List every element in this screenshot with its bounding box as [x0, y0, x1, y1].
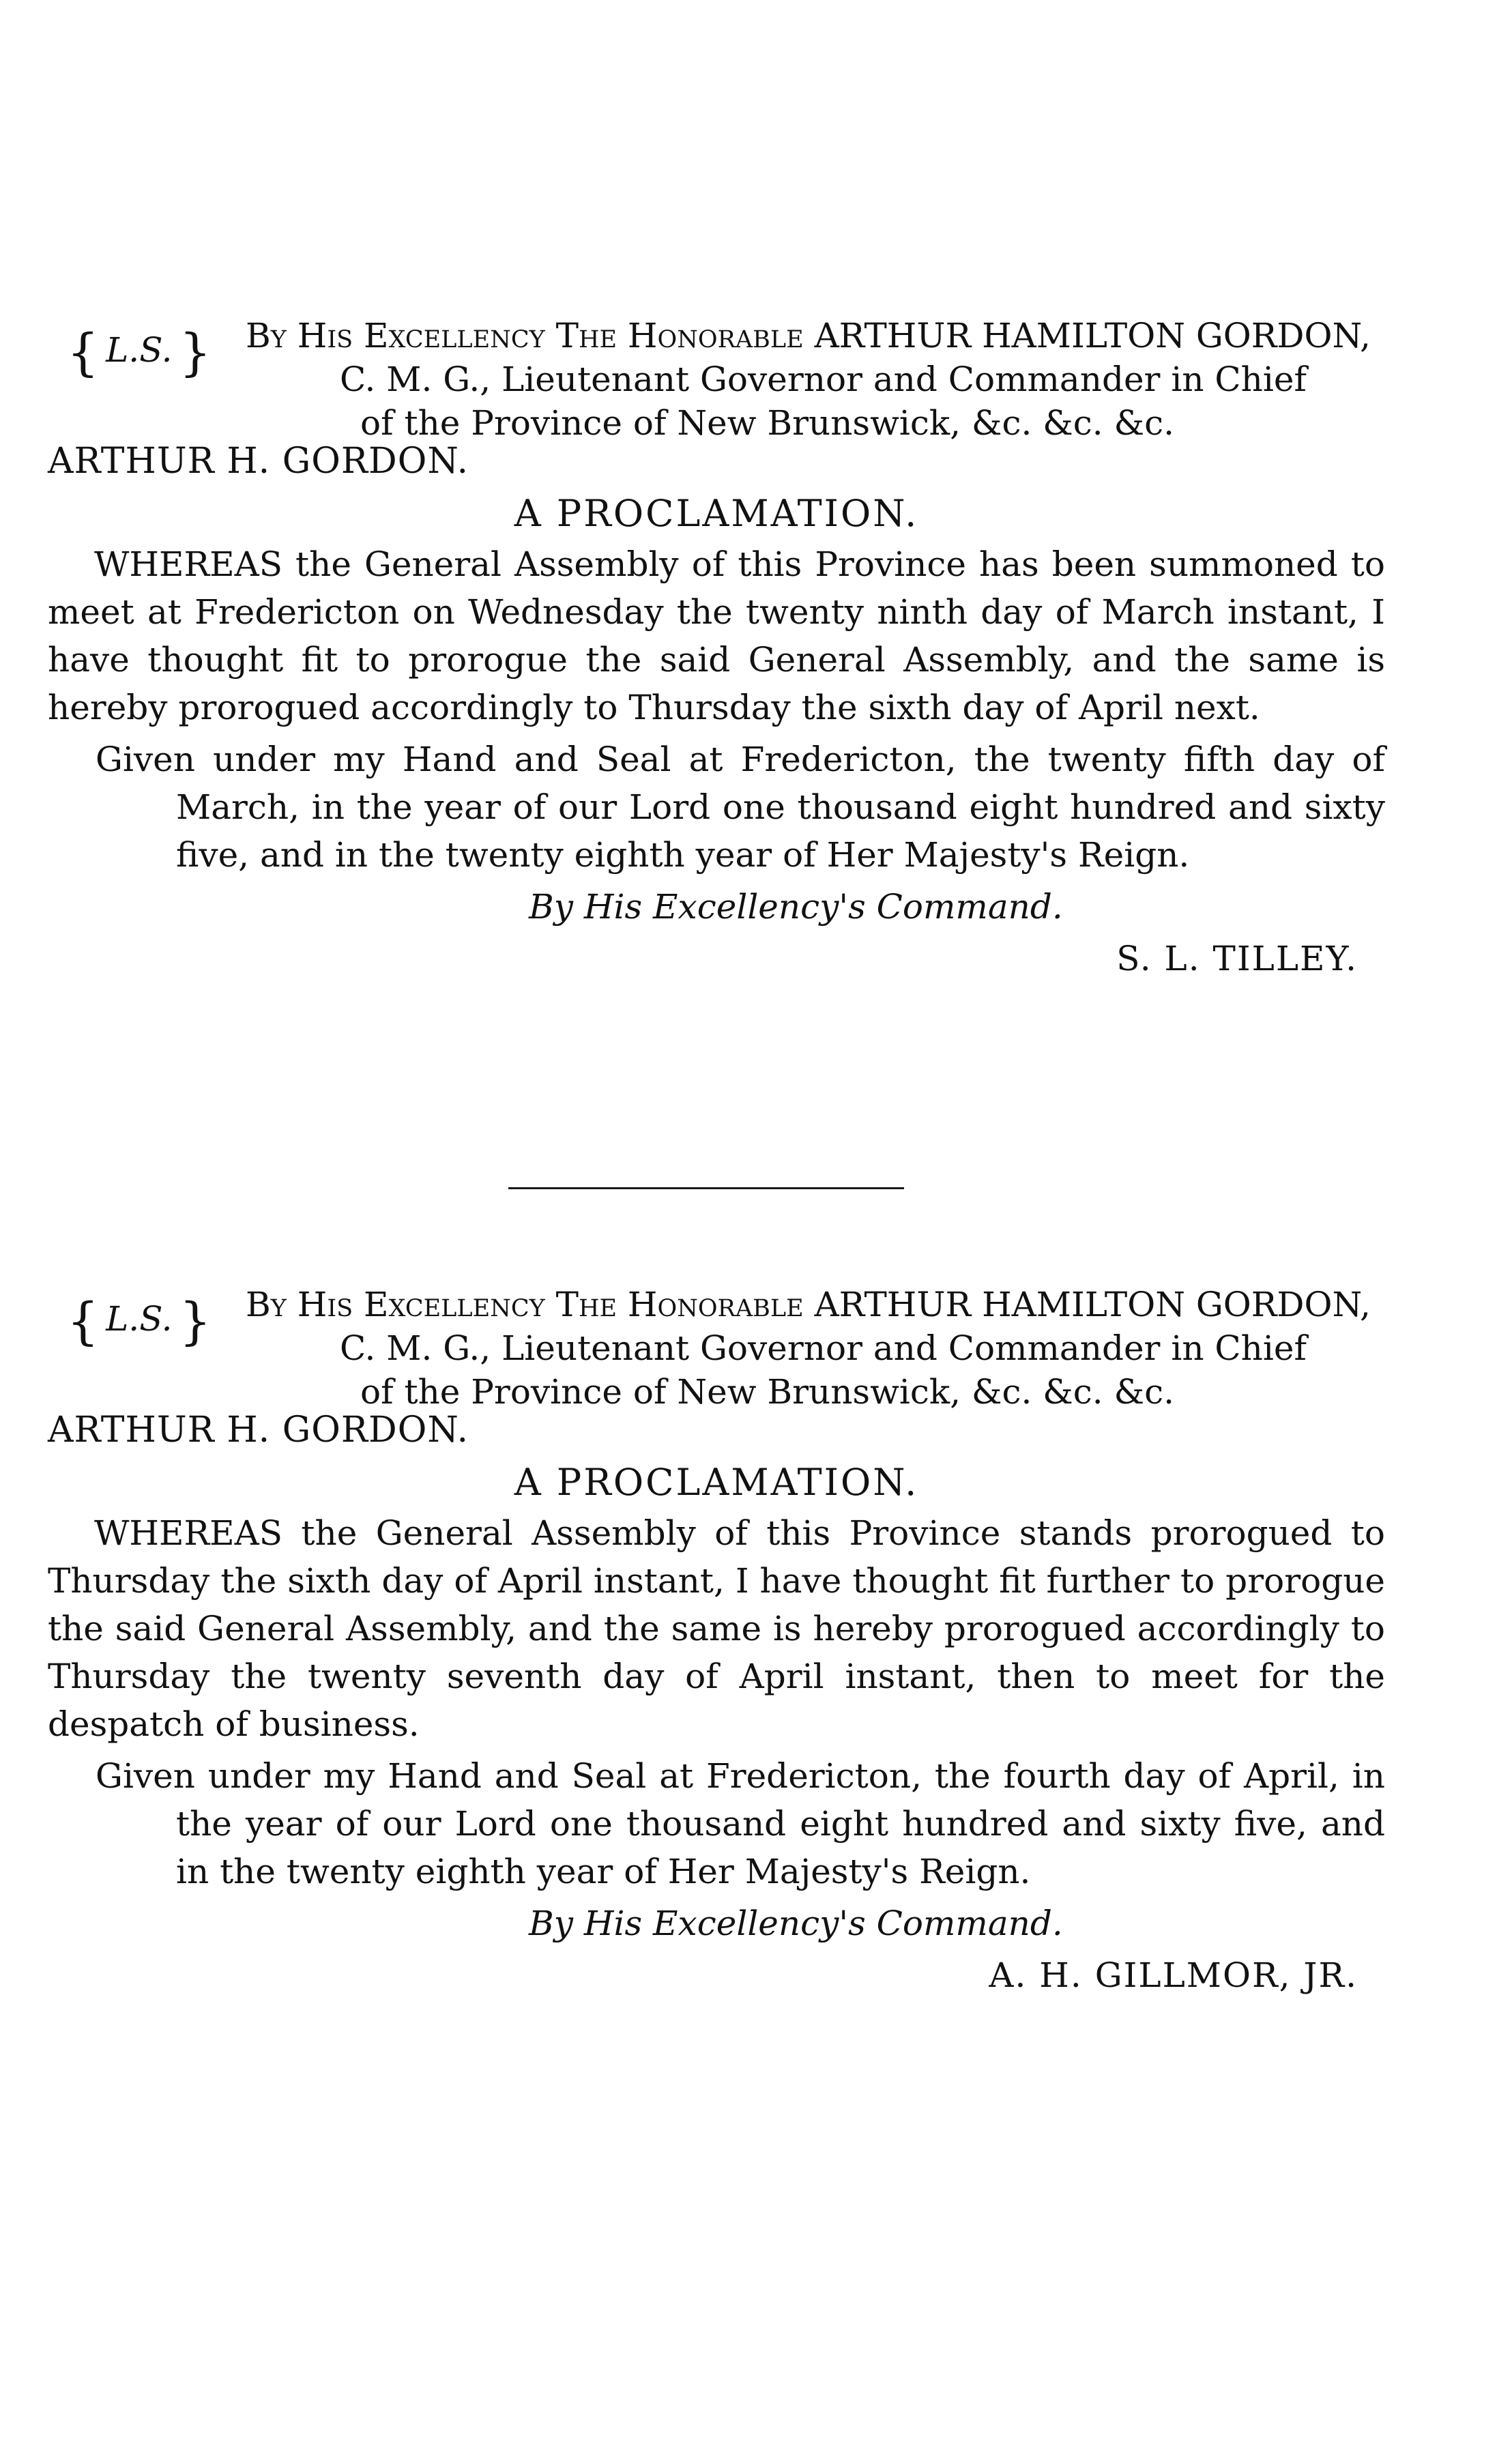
seal-label: L.S.	[106, 1299, 173, 1339]
seal-label: L.S.	[106, 330, 173, 370]
proclamation-body: WHEREAS the General Assembly of this Province stands prorogued to Thursday the sixth day of April instant, I have thought fit further to prorogue the said General Assembly, and the same is hereby prorogued accordingly to Thursday the twenty seventh day of April instant, then to meet for the despatch of business.	[48, 1513, 1385, 1744]
proclamation-title: A PROCLAMATION.	[514, 492, 919, 535]
secretary-signature: A. H. GILLMOR, JR.	[989, 1955, 1358, 1995]
seal-mark: { L.S. }	[67, 323, 212, 382]
header-line-3: of the Province of New Brunswick, &c. &c. &c.	[360, 1372, 1174, 1412]
seal-mark: { L.S. }	[67, 1292, 212, 1351]
proclamation-header	[48, 1283, 1385, 1412]
secretary-signature: S. L. TILLEY.	[1116, 939, 1358, 978]
header-line-2: C. M. G., Lieutenant Governor and Commander in Chief	[340, 1328, 1307, 1368]
governor-name: ARTHUR H. GORDON.	[48, 1410, 469, 1451]
header-line-2: C. M. G., Lieutenant Governor and Commander in Chief	[340, 360, 1307, 399]
governor-name: ARTHUR H. GORDON.	[48, 441, 469, 482]
header-line-1: By His Excellency The Honorable ARTHUR HAMILTON GORDON,	[246, 316, 1371, 355]
given-clause: Given under my Hand and Seal at Fredericton, the twenty fifth day of March, in the year of our Lord one thousand eight hundred and sixty five, and in the twenty eighth year of Her Majesty's Reign.	[96, 740, 1385, 875]
proclamation-body: WHEREAS the General Assembly of this Province has been summoned to meet at Fredericton on Wednesday the twenty ninth day of March instant, I have thought fit to prorogue the said General Assembly, and the same is hereby prorogued accordingly to Thursday the sixth day of April next.	[48, 544, 1385, 727]
proclamation-header	[48, 314, 1385, 443]
command-line: By His Excellency's Command.	[529, 1904, 1063, 1943]
proclamation-title: A PROCLAMATION.	[514, 1461, 919, 1504]
given-clause: Given under my Hand and Seal at Fredericton, the fourth day of April, in the year of our Lord one thousand eight hundred and sixty five, and in the twenty eighth year of Her Majesty's Reign.	[96, 1756, 1385, 1891]
command-line: By His Excellency's Command.	[529, 887, 1063, 927]
header-line-3: of the Province of New Brunswick, &c. &c. &c.	[360, 403, 1174, 443]
proclamation-2	[48, 1283, 1385, 1999]
section-divider	[508, 1187, 904, 1189]
header-line-1: By His Excellency The Honorable ARTHUR HAMILTON GORDON,	[246, 1285, 1371, 1324]
proclamation-1	[48, 314, 1385, 983]
